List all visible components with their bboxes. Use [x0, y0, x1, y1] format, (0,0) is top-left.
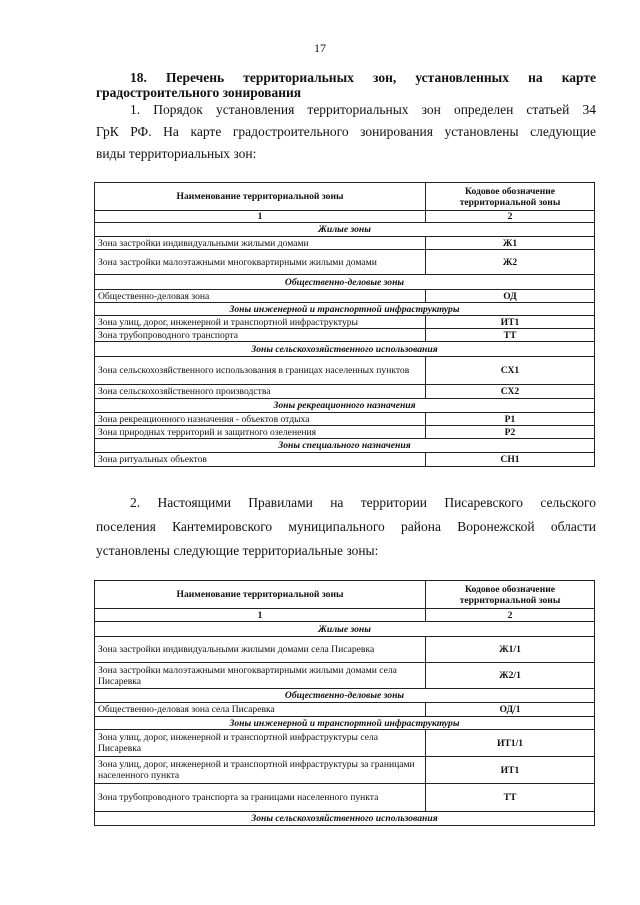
paragraph-2	[96, 491, 596, 563]
table1-row-code: ОД	[426, 290, 595, 303]
paragraph-2-line2: поселения Кантемировского муниципального района Воронежской области	[96, 519, 596, 534]
table2-row-name: Зона застройки индивидуальными жилыми домами села Писаревка	[95, 637, 426, 663]
zones-table-2	[94, 580, 595, 826]
table2-row-code: Ж2/1	[426, 663, 595, 689]
table2-section-residential: Жилые зоны	[95, 622, 595, 637]
table1-section-agricultural: Зоны сельскохозяйственного использования	[95, 342, 595, 357]
table2-section-agricultural: Зоны сельскохозяйственного использования	[95, 812, 595, 826]
table2-header-code: Кодовое обозначение территориальной зоны	[426, 581, 595, 609]
table2-row-code: ИТ1	[426, 757, 595, 784]
table2-row-code: ТТ	[426, 784, 595, 812]
table1-row-name: Зона застройки малоэтажными многоквартирными жилыми домами	[95, 250, 426, 275]
zones-table-1	[94, 182, 595, 467]
table2-row-code: ИТ1/1	[426, 730, 595, 757]
table1-row-code: Ж1	[426, 237, 595, 250]
table1-row-name: Зона рекреационного назначения - объектов отдыха	[95, 413, 426, 426]
table1-row-name: Зона трубопроводного транспорта	[95, 329, 426, 342]
paragraph-1	[96, 99, 596, 165]
table2-row-name: Зона улиц, дорог, инженерной и транспортной инфраструктуры села Писаревка	[95, 730, 426, 757]
table1-row-code: СХ2	[426, 385, 595, 399]
paragraph-1-line3: виды территориальных зон:	[96, 146, 257, 161]
table2-row-name: Зона трубопроводного транспорта за границами населенного пункта	[95, 784, 426, 812]
table1-header-code: Кодовое обозначение территориальной зоны	[426, 183, 595, 211]
table2-row-code: Ж1/1	[426, 637, 595, 663]
table1-header-num-1: 1	[95, 211, 426, 223]
table1-row-name: Зона природных территорий и защитного озеленения	[95, 426, 426, 439]
paragraph-1-line1: 1. Порядок установления территориальных зон определен статьей 34	[130, 102, 596, 117]
table1-row-code: СН1	[426, 453, 595, 467]
table2-row-code: ОД/1	[426, 703, 595, 717]
table1-section-special: Зоны специального назначения	[95, 439, 595, 453]
table2-row-name: Зона застройки малоэтажными многоквартирными жилыми домами села Писаревка	[95, 663, 426, 689]
table2-header-name: Наименование территориальной зоны	[95, 581, 426, 609]
paragraph-1-line2: ГрК РФ. На карте градостроительного зонирования установлены следующие	[96, 124, 596, 139]
table2-section-public: Общественно-деловые зоны	[95, 689, 595, 703]
table2-header-num-1: 1	[95, 609, 426, 622]
table1-row-code: Ж2	[426, 250, 595, 275]
paragraph-2-line3: установлены следующие территориальные зоны:	[96, 543, 379, 558]
table1-row-name: Зона ритуальных объектов	[95, 453, 426, 467]
table1-header-num-2: 2	[426, 211, 595, 223]
table2-row-name: Общественно-деловая зона села Писаревка	[95, 703, 426, 717]
table1-section-infrastructure: Зоны инженерной и транспортной инфраструктуры	[95, 303, 595, 316]
section-heading	[96, 70, 596, 100]
table1-row-name: Зона улиц, дорог, инженерной и транспортной инфраструктуры	[95, 316, 426, 329]
section-heading-line2: градостроительного зонирования	[96, 85, 302, 100]
table1-row-name: Общественно-деловая зона	[95, 290, 426, 303]
table1-section-residential: Жилые зоны	[95, 223, 595, 237]
table2-header-num-2: 2	[426, 609, 595, 622]
paragraph-2-line1: 2. Настоящими Правилами на территории Писаревского сельского	[130, 495, 596, 510]
table1-section-public: Общественно-деловые зоны	[95, 275, 595, 290]
table1-section-recreational: Зоны рекреационного назначения	[95, 399, 595, 413]
table1-row-code: Р2	[426, 426, 595, 439]
table1-row-code: СХ1	[426, 357, 595, 385]
section-heading-line1: 18. Перечень территориальных зон, установленных на карте	[130, 70, 596, 85]
table1-row-code: Р1	[426, 413, 595, 426]
table1-row-code: ИТ1	[426, 316, 595, 329]
table1-row-name: Зона застройки индивидуальными жилыми домами	[95, 237, 426, 250]
table1-row-code: ТТ	[426, 329, 595, 342]
table2-section-infrastructure: Зоны инженерной и транспортной инфраструктуры	[95, 717, 595, 730]
table1-header-name: Наименование территориальной зоны	[95, 183, 426, 211]
table1-row-name: Зона сельскохозяйственного использования в границах населенных пунктов	[95, 357, 426, 385]
table1-row-name: Зона сельскохозяйственного производства	[95, 385, 426, 399]
page-number: 17	[314, 41, 326, 55]
table2-row-name: Зона улиц, дорог, инженерной и транспортной инфраструктуры за границами населенного пункта	[95, 757, 426, 784]
